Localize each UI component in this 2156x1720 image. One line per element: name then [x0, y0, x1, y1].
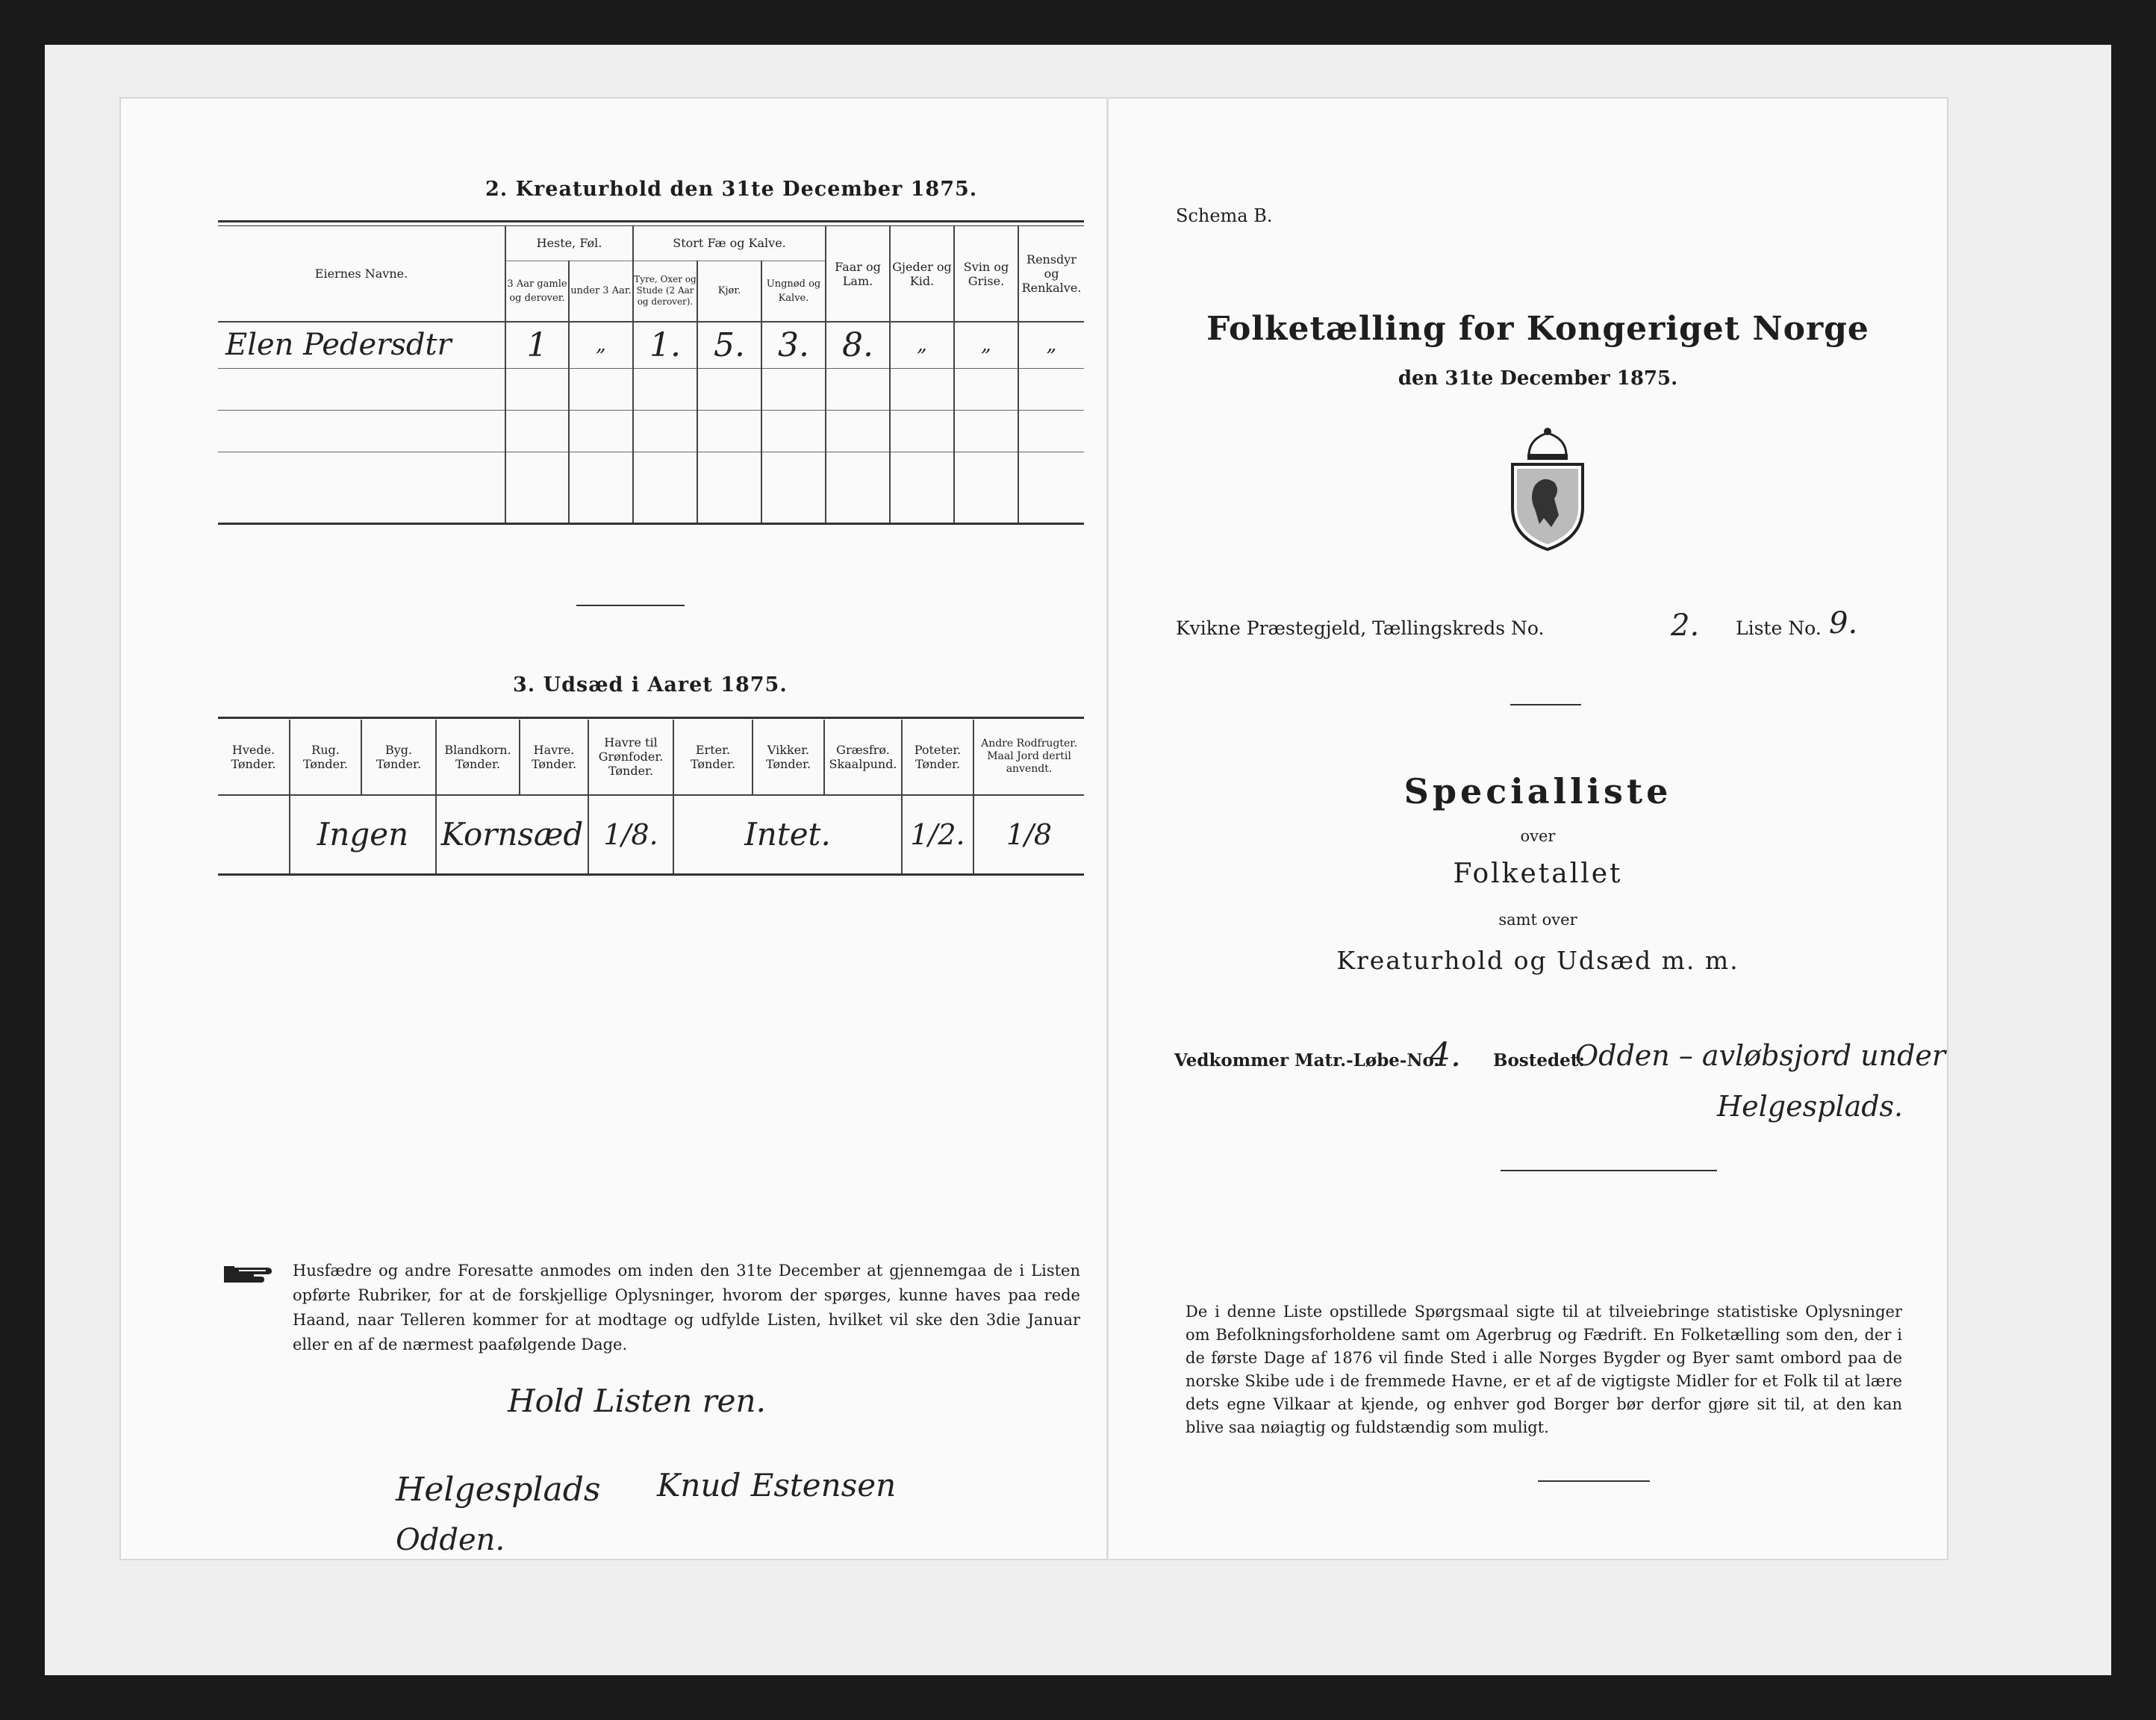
horses-old-header: 3 Aar gamle og derover. — [505, 261, 569, 322]
livestock-empty-row — [218, 368, 1084, 410]
bulls-value: 1. — [633, 322, 697, 368]
seed-hand-fraction-2: 1/2. — [902, 795, 973, 873]
sheep-header: Faar og Lam. — [826, 226, 890, 322]
seed-hand-fraction-1: 1/8. — [588, 795, 673, 873]
signature-place: Helgesplads — [396, 1471, 601, 1509]
info-paragraph: De i denne Liste opstillede Spørgsmaal sigte til at tilveiebringe statistiske Oplysninger om Befolkningsforholdene samt om Agerbrug og Fædrift. En Folketælling som den, der i de første Dage af 1876 vil finde Sted i alle Norges Bygder og Byer samt ombord paa de norske Skibe ude i de fremmede Havne, er et af de vigtigste Midler for et Folk til at lære dets egne Vilkaar at kjende, og enhver god Borger bør derfor gjøre sit til, at den kan blive saa nøiagtig og fuldstændig som muligt. — [1186, 1303, 1902, 1436]
seed-title: 3. Udsæd i Aaret 1875. — [513, 673, 788, 697]
bulls-header: Tyre, Oxer og Stude (2 Aar og derover). — [633, 261, 697, 322]
owner-header: Eiernes Navne. — [218, 226, 505, 322]
kreaturhold-text: Kreaturhold og Udsæd m. m. — [1336, 946, 1739, 975]
kreds-number: 2. — [1671, 608, 1700, 643]
seed-hand-ingen: Ingen — [290, 795, 436, 873]
cattle-header: Stort Fæ og Kalve. — [633, 226, 826, 261]
calves-value: 3. — [761, 322, 826, 368]
livestock-row — [218, 322, 1084, 368]
bosted-line-2: Helgesplads. — [1717, 1090, 1904, 1123]
liste-label: Liste No. — [1736, 617, 1822, 639]
over-text-1: over — [1520, 827, 1556, 845]
goats-value: „ — [890, 322, 954, 368]
folketallet-text: Folketallet — [1453, 859, 1623, 889]
livestock-table — [218, 226, 1084, 523]
livestock-empty-row — [218, 410, 1084, 452]
matr-number: 4. — [1430, 1036, 1461, 1074]
seed-header-oats: Havre. Tønder. — [520, 720, 588, 795]
cows-value: 5. — [697, 322, 761, 368]
seed-header-potatoes: Poteter. Tønder. — [902, 720, 973, 795]
reindeer-header: Rensdyr og Renkalve. — [1018, 226, 1084, 322]
seed-hand-fraction-3: 1/8 — [973, 795, 1084, 873]
pointing-hand-icon — [224, 1262, 278, 1287]
seed-row — [218, 795, 1084, 873]
signature-line-1: Hold Listen ren. — [508, 1383, 766, 1419]
right-divider-1 — [1510, 704, 1581, 705]
seed-hand-intet: Intet. — [673, 795, 902, 873]
seed-header-rye: Rug. Tønder. — [290, 720, 361, 795]
census-sheet — [119, 97, 1948, 1560]
liste-number: 9. — [1829, 606, 1858, 641]
horses-young-header: under 3 Aar. — [569, 261, 633, 322]
reindeer-value: „ — [1018, 322, 1084, 368]
parish-label: Kvikne Præstegjeld, Tællingskreds No. — [1176, 617, 1545, 639]
seed-header-green-oats: Havre til Grønfoder. Tønder. — [588, 720, 673, 795]
bosted-line-1: Odden – avløbsjord under — [1575, 1039, 1946, 1072]
seed-bottom-rule — [218, 873, 1084, 876]
owner-name: Elen Pedersdtr — [218, 322, 505, 368]
goats-header: Gjeder og Kid. — [890, 226, 954, 322]
seed-header-mixed: Blandkorn. Tønder. — [436, 720, 520, 795]
norway-coat-of-arms-icon — [1507, 426, 1589, 552]
signature-name: Knud Estensen — [657, 1467, 897, 1504]
instructions-notice: Husfædre og andre Foresatte anmodes om inden den 31te December at gjennemgaa de i Listen opførte Rubriker, for at de forskjellige Oplysninger, hvorom der spørges, kunne haves paa rede Haand, naar Telleren kommer for at modtage og udfylde Listen, hvilket vil ske den 3die Januar eller en af de nærmest paafølgende Dage. — [293, 1262, 1080, 1353]
seed-header-vetch: Vikker. Tønder. — [753, 720, 824, 795]
seed-header-peas: Erter. Tønder. — [673, 720, 753, 795]
pigs-value: „ — [954, 322, 1018, 368]
document-title: Folketælling for Kongeriget Norge — [1206, 310, 1869, 348]
livestock-title: 2. Kreaturhold den 31te December 1875. — [485, 178, 978, 201]
page-fold — [1106, 97, 1109, 1560]
schema-label: Schema B. — [1176, 205, 1273, 226]
seed-header-roots: Andre Rodfrugter. Maal Jord dertil anvendt. — [973, 720, 1084, 795]
seed-header-wheat: Hvede. Tønder. — [218, 720, 290, 795]
livestock-empty-row — [218, 452, 1084, 523]
seed-header-barley: Byg. Tønder. — [361, 720, 436, 795]
pigs-header: Svin og Grise. — [954, 226, 1018, 322]
horses-header: Heste, Føl. — [505, 226, 633, 261]
specialliste-title: Specialliste — [1403, 771, 1672, 811]
sheep-value: 8. — [826, 322, 890, 368]
matr-label: Vedkommer Matr.-Løbe-No. — [1174, 1050, 1440, 1071]
calves-header: Ungnød og Kalve. — [761, 261, 826, 322]
over-text-2: samt over — [1498, 911, 1577, 929]
livestock-bottom-rule — [218, 523, 1084, 525]
horses-old-value: 1 — [505, 322, 569, 368]
parish-line — [1176, 617, 1544, 639]
livestock-top-rule — [218, 220, 1084, 222]
seed-header-grass: Græsfrø. Skaalpund. — [824, 720, 902, 795]
seed-hand-kornsaed: Kornsæd — [436, 795, 588, 873]
section-divider — [576, 605, 685, 606]
right-divider-2 — [1501, 1170, 1717, 1171]
bosted-label: Bostedet: — [1493, 1050, 1585, 1071]
horses-young-value: „ — [569, 322, 633, 368]
seed-table — [218, 720, 1084, 873]
document-date: den 31te December 1875. — [1398, 367, 1678, 390]
cows-header: Kjør. — [697, 261, 761, 322]
signature-farm: Odden. — [396, 1523, 505, 1557]
seed-top-rule — [218, 717, 1084, 719]
right-divider-3 — [1538, 1480, 1650, 1482]
